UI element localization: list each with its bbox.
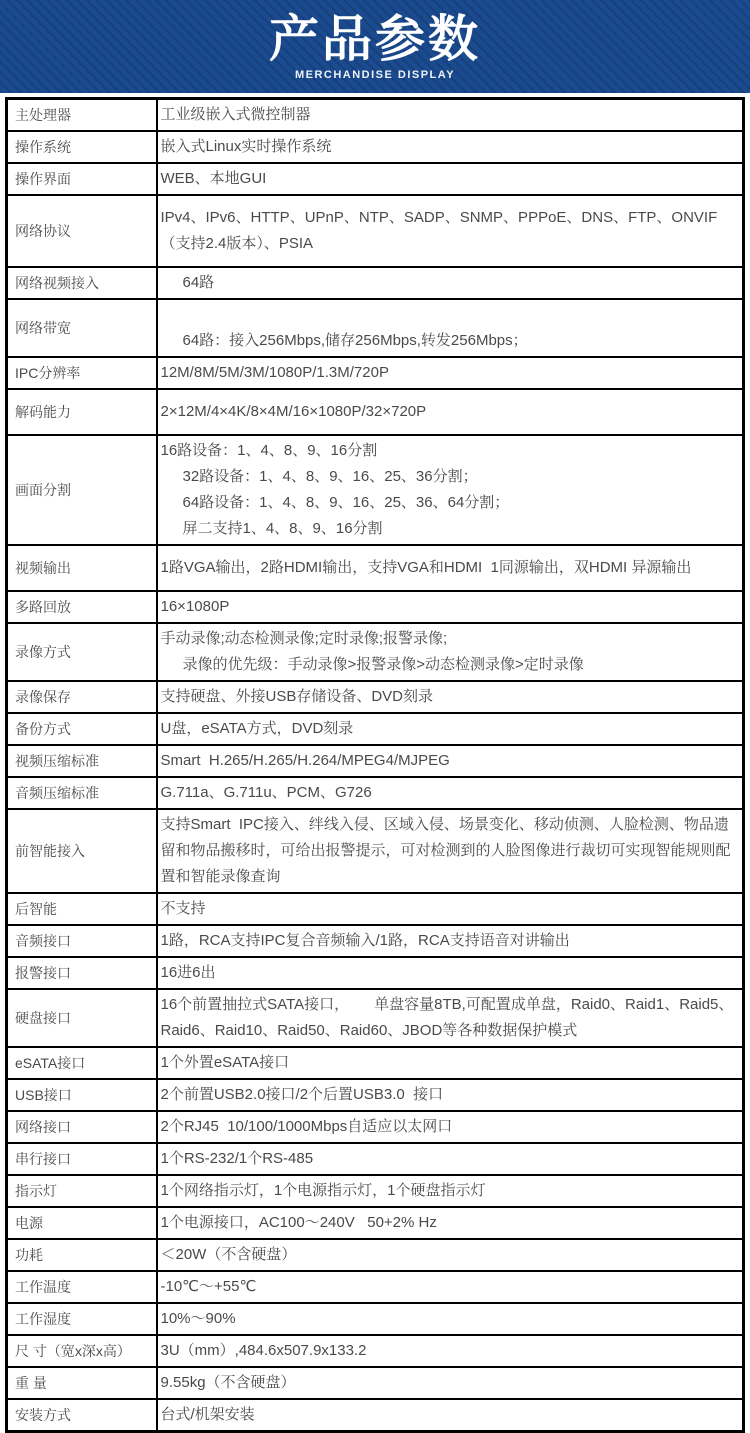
spec-row [7,777,744,809]
spec-table [5,97,745,1433]
spec-label: 备份方式 [7,713,157,745]
spec-value-line: 64路：接入256Mbps,储存256Mbps,转发256Mbps； [182,332,528,349]
spec-row [7,623,744,681]
spec-value [157,745,744,777]
spec-value-line: 16个前置抽拉式SATA接口， 单盘容量8TB,可配置成单盘，Raid0、Raid1、Raid5、 Raid6、Raid10、Raid50、Raid60、JBOD等各种数据保护模式 [160,996,738,1039]
spec-label: 功耗 [7,1239,157,1271]
spec-label: 操作系统 [7,131,157,163]
spec-value [157,267,744,299]
spec-row [7,545,744,591]
spec-value-line [161,302,739,328]
spec-value-line: IPv4、IPv6、HTTP、UPnP、NTP、SADP、SNMP、PPPoE、DNS、FTP、ONVIF（支持2.4版本）、PSIA [160,209,718,252]
spec-label: 重 量 [7,1367,157,1399]
spec-row [7,681,744,713]
spec-row [7,1079,744,1111]
spec-value [157,1207,744,1239]
spec-label: USB接口 [7,1079,157,1111]
spec-value-line: 1个RS-232/1个RS-485 [160,1150,314,1167]
spec-value-line: 10%～90% [160,1310,236,1327]
spec-label: 报警接口 [7,957,157,989]
spec-row [7,1047,744,1079]
spec-row [7,745,744,777]
spec-table-container [0,93,750,1433]
spec-value [157,1047,744,1079]
spec-value-line: U盘，eSATA方式，DVD刻录 [160,720,354,737]
spec-value-line: 2个RJ45 10/100/1000Mbps自适应以太网口 [160,1118,453,1135]
spec-value [157,435,744,545]
spec-label: 操作界面 [7,163,157,195]
spec-label: 网络视频接入 [7,267,157,299]
spec-value [157,299,744,357]
spec-value [157,357,744,389]
spec-row [7,267,744,299]
spec-label: IPC分辨率 [7,357,157,389]
spec-value-line: 9.55kg（不含硬盘） [160,1374,296,1391]
spec-value-line: 工业级嵌入式微控制器 [160,106,311,123]
spec-value-line: 录像的优先级：手动录像>报警录像>动态检测录像>定时录像 [182,656,584,673]
spec-label: 前智能接入 [7,809,157,893]
spec-value-line: 64路设备：1、4、8、9、16、25、36、64分割； [182,494,510,511]
spec-label: 音频压缩标准 [7,777,157,809]
spec-value-line: G.711a、G.711u、PCM、G726 [160,784,372,801]
spec-value [157,777,744,809]
spec-value-line: 不支持 [160,900,206,917]
spec-label: 网络接口 [7,1111,157,1143]
spec-label: 串行接口 [7,1143,157,1175]
spec-row [7,713,744,745]
spec-value-line: 1路VGA输出，2路HDMI输出，支持VGA和HDMI 1同源输出，双HDMI 异源输出 [160,559,692,576]
spec-value [157,989,744,1047]
spec-label: 录像方式 [7,623,157,681]
spec-value [157,1175,744,1207]
spec-value [157,623,744,681]
spec-value [157,957,744,989]
spec-row [7,1143,744,1175]
spec-value [157,1111,744,1143]
spec-value-line: WEB、本地GUI [160,170,267,187]
spec-value-line: 手动录像;动态检测录像;定时录像;报警录像; [160,630,448,647]
spec-value [157,1399,744,1432]
spec-row [7,357,744,389]
spec-value-line: 2个前置USB2.0接口/2个后置USB3.0 接口 [160,1086,444,1103]
spec-row [7,1335,744,1367]
page-title: 产品参数 [269,11,481,67]
spec-value-line: 1个外置eSATA接口 [160,1054,290,1071]
spec-row [7,591,744,623]
spec-label: 工作温度 [7,1271,157,1303]
spec-row [7,925,744,957]
spec-value [157,545,744,591]
spec-row [7,1271,744,1303]
spec-value [157,893,744,925]
spec-row [7,1111,744,1143]
spec-value [157,681,744,713]
spec-value [157,195,744,267]
spec-row [7,989,744,1047]
spec-row [7,957,744,989]
spec-value-line: 16路设备：1、4、8、9、16分割 [160,442,378,459]
spec-label: 录像保存 [7,681,157,713]
spec-row [7,1239,744,1271]
spec-row [7,1303,744,1335]
spec-value [157,925,744,957]
spec-row [7,1399,744,1432]
spec-label: 指示灯 [7,1175,157,1207]
spec-value-line: 1个网络指示灯，1个电源指示灯，1个硬盘指示灯 [160,1182,486,1199]
spec-value-line: 3U（mm）,484.6x507.9x133.2 [160,1342,367,1359]
spec-row [7,893,744,925]
spec-row [7,99,744,132]
spec-value [157,1335,744,1367]
spec-row [7,1367,744,1399]
spec-label: 画面分割 [7,435,157,545]
spec-label: 网络带宽 [7,299,157,357]
spec-value-line: 支持Smart IPC接入、绊线入侵、区域入侵、场景变化、移动侦测、人脸检测、物品遗留和物品搬移时，可给出报警提示，可对检测到的人脸图像进行裁切可实现智能规则配置和智能录像查询 [160,816,731,885]
spec-value-line: 16进6出 [160,964,216,981]
spec-value [157,1143,744,1175]
spec-label: 视频输出 [7,545,157,591]
spec-value [157,713,744,745]
spec-value [157,389,744,435]
spec-value [157,809,744,893]
spec-label: 后智能 [7,893,157,925]
spec-value [157,591,744,623]
spec-value-line: 2×12M/4×4K/8×4M/16×1080P/32×720P [160,403,427,420]
spec-value [157,99,744,132]
spec-value-line: 台式/机架安装 [160,1406,255,1423]
spec-label: 解码能力 [7,389,157,435]
spec-label: 电源 [7,1207,157,1239]
spec-value-line: 支持硬盘、外接USB存储设备、DVD刻录 [160,688,434,705]
spec-row [7,809,744,893]
spec-row [7,1175,744,1207]
page-subtitle: MERCHANDISE DISPLAY [294,69,456,81]
spec-value [157,1303,744,1335]
spec-row [7,299,744,357]
spec-value-line: 16×1080P [160,598,230,615]
spec-label: 工作湿度 [7,1303,157,1335]
spec-value-line: ＜20W（不含硬盘） [160,1246,297,1263]
spec-row [7,389,744,435]
spec-value-line: -10℃～+55℃ [160,1278,257,1295]
spec-value-line: 屏二支持1、4、8、9、16分割 [182,520,383,537]
spec-row [7,163,744,195]
spec-value-line: 嵌入式Linux实时操作系统 [160,138,332,155]
spec-row [7,1207,744,1239]
spec-value [157,1079,744,1111]
spec-label: 网络协议 [7,195,157,267]
spec-value-line: Smart H.265/H.265/H.264/MPEG4/MJPEG [160,752,450,769]
spec-label: 硬盘接口 [7,989,157,1047]
spec-label: eSATA接口 [7,1047,157,1079]
spec-label: 主处理器 [7,99,157,132]
spec-value-line: 32路设备：1、4、8、9、16、25、36分割； [182,468,478,485]
product-parameters-banner [0,0,750,93]
spec-value [157,163,744,195]
spec-value [157,1239,744,1271]
spec-row [7,131,744,163]
spec-label: 视频压缩标准 [7,745,157,777]
spec-value [157,131,744,163]
spec-label: 多路回放 [7,591,157,623]
spec-value-line: 12M/8M/5M/3M/1080P/1.3M/720P [160,364,389,381]
spec-value-line: 64路 [182,274,215,291]
spec-value [157,1271,744,1303]
spec-label: 安装方式 [7,1399,157,1432]
spec-label: 音频接口 [7,925,157,957]
spec-value-line: 1路，RCA支持IPC复合音频输入/1路，RCA支持语音对讲输出 [160,932,570,949]
spec-row [7,195,744,267]
spec-value-line: 1个电源接口，AC100～240V 50+2% Hz [160,1214,437,1231]
spec-label: 尺 寸（宽x深x高） [7,1335,157,1367]
spec-row [7,435,744,545]
spec-value [157,1367,744,1399]
